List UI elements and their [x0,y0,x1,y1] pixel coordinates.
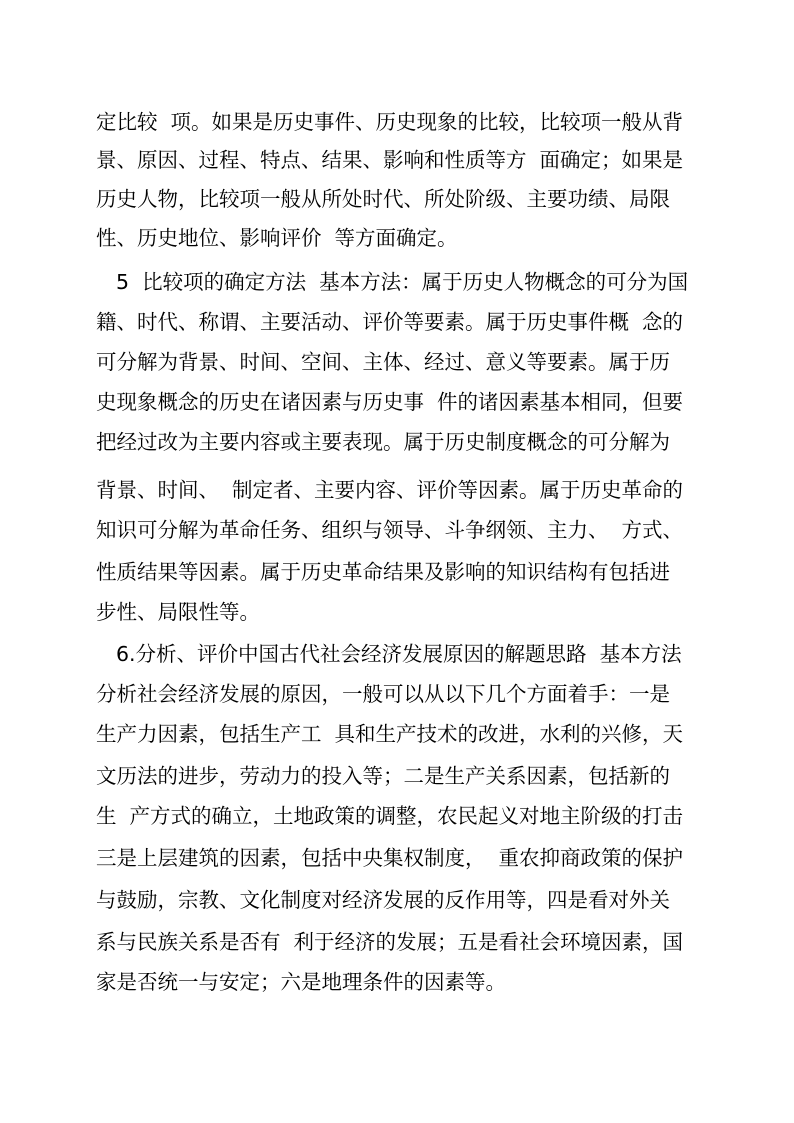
text-line: 系与民族关系是否有 利于经济的发展；五是看社会环境因素，国 [96,930,684,954]
text-line: 知识可分解为革命任务、组织与领导、斗争纲领、主力、 方式、 [96,518,684,542]
text-line: 与鼓励，宗教、文化制度对经济发展的反作用等，四是看对外关 [96,888,670,912]
text-line: 5 比较项的确定方法 基本方法：属于历史人物概念的可分为国 [116,270,689,294]
text-line: 可分解为背景、时间、空间、主体、经过、意义等要素。属于历 [96,350,670,374]
text-line: 景、原因、过程、特点、结果、影响和性质等方 面确定；如果是 [96,148,684,172]
text-line: 家是否统一与安定；六是地理条件的因素等。 [96,970,506,994]
text-line: 6.分析、评价中国古代社会经济发展原因的解题思路 基本方法 [116,642,682,666]
text-line: 定比较 项。如果是历史事件、历史现象的比较，比较项一般从背 [96,110,684,134]
text-line: 性质结果等因素。属于历史革命结果及影响的知识结构有包括进 [96,560,670,584]
text-line: 史现象概念的历史在诸因素与历史事 件的诸因素基本相同，但要 [96,390,684,414]
text-line: 生 产方式的确立，土地政策的调整，农民起义对地主阶级的打击 [96,804,684,828]
text-line: 三是上层建筑的因素，包括中央集权制度， 重农抑商政策的保护 [96,846,684,870]
text-line: 文历法的进步，劳动力的投入等；二是生产关系因素，包括新的 [96,764,670,788]
text-line: 生产力因素，包括生产工 具和生产技术的改进，水利的兴修，天 [96,722,684,746]
text-line: 步性、局限性等。 [96,600,260,624]
text-line: 籍、时代、称谓、主要活动、评价等要素。属于历史事件概 念的 [96,310,684,334]
text-line: 分析社会经济发展的原因，一般可以从以下几个方面着手：一是 [96,682,670,706]
text-line: 背景、时间、 制定者、主要内容、评价等因素。属于历史革命的 [96,478,684,502]
text-line: 性、历史地位、影响评价 等方面确定。 [96,226,458,250]
text-line: 历史人物，比较项一般从所处时代、所处阶级、主要功绩、局限 [96,187,670,211]
text-line: 把经过改为主要内容或主要表现。属于历史制度概念的可分解为 [96,430,670,454]
